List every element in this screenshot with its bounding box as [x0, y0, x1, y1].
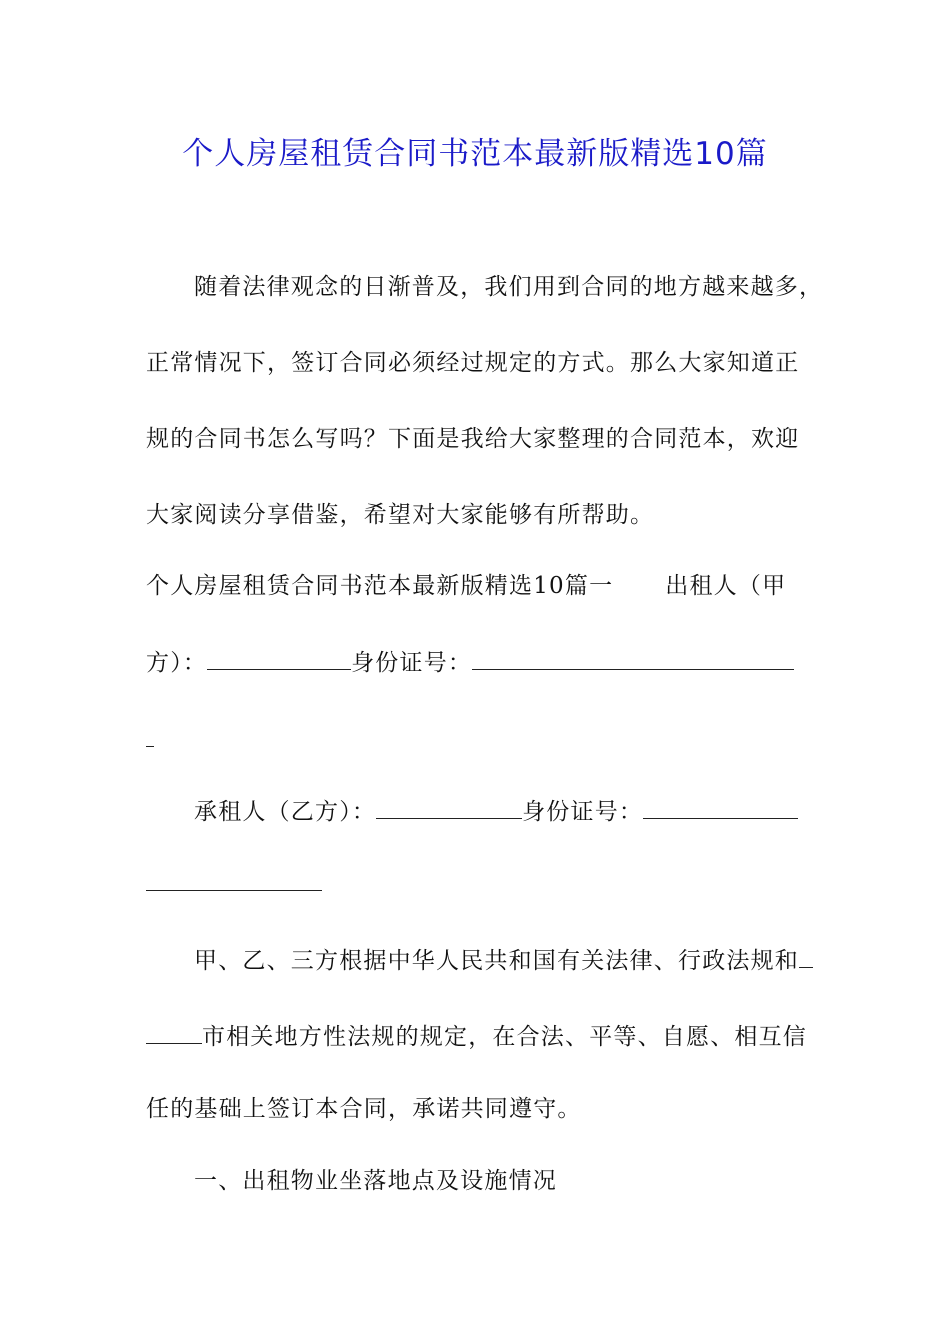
clause-1-heading: 一、出租物业坐落地点及设施情况 — [194, 1168, 557, 1194]
lessor-name-blank — [207, 647, 351, 670]
lessor-id-blank-overflow — [146, 724, 154, 747]
lessor-line-2 — [146, 647, 794, 678]
lessor-line-3 — [146, 724, 154, 755]
document-title: 个人房屋租赁合同书范本最新版精选10篇 — [182, 136, 768, 172]
lessee-name-blank — [376, 796, 522, 819]
city-blank-start — [799, 945, 813, 968]
lessor-label-part1: 出租人（甲 — [665, 573, 787, 599]
lessee-line-2 — [146, 868, 322, 899]
city-blank-end — [146, 1021, 202, 1044]
para2-line-3: 任的基础上签订本合同，承诺共同遵守。 — [146, 1096, 582, 1122]
lessor-id-blank — [472, 647, 794, 670]
lessee-id-blank-overflow — [146, 868, 322, 891]
section-heading: 个人房屋租赁合同书范本最新版精选10篇一 — [146, 573, 614, 599]
lessor-id-label: 身份证号： — [351, 650, 473, 676]
intro-line-3: 规的合同书怎么写吗？下面是我给大家整理的合同范本，欢迎 — [146, 426, 800, 452]
lessor-line-1 — [146, 571, 786, 601]
intro-line-2: 正常情况下，签订合同必须经过规定的方式。那么大家知道正 — [146, 350, 800, 376]
para2-text-2: 市相关地方性法规的规定，在合法、平等、自愿、相互信 — [202, 1024, 807, 1050]
intro-line-4: 大家阅读分享借鉴，希望对大家能够有所帮助。 — [146, 502, 655, 528]
lessor-label-part2: 方）： — [146, 650, 208, 676]
lessee-id-blank — [643, 796, 798, 819]
para2-line-2 — [146, 1021, 807, 1052]
lessee-id-label: 身份证号： — [522, 799, 644, 825]
para2-text-1: 甲、乙、三方根据中华人民共和国有关法律、行政法规和 — [194, 948, 799, 974]
lessee-line-1 — [194, 796, 798, 827]
lessee-label: 承租人（乙方）： — [194, 799, 377, 825]
para2-line-1 — [194, 945, 813, 976]
intro-line-1: 随着法律观念的日渐普及，我们用到合同的地方越来越多， — [194, 274, 824, 300]
